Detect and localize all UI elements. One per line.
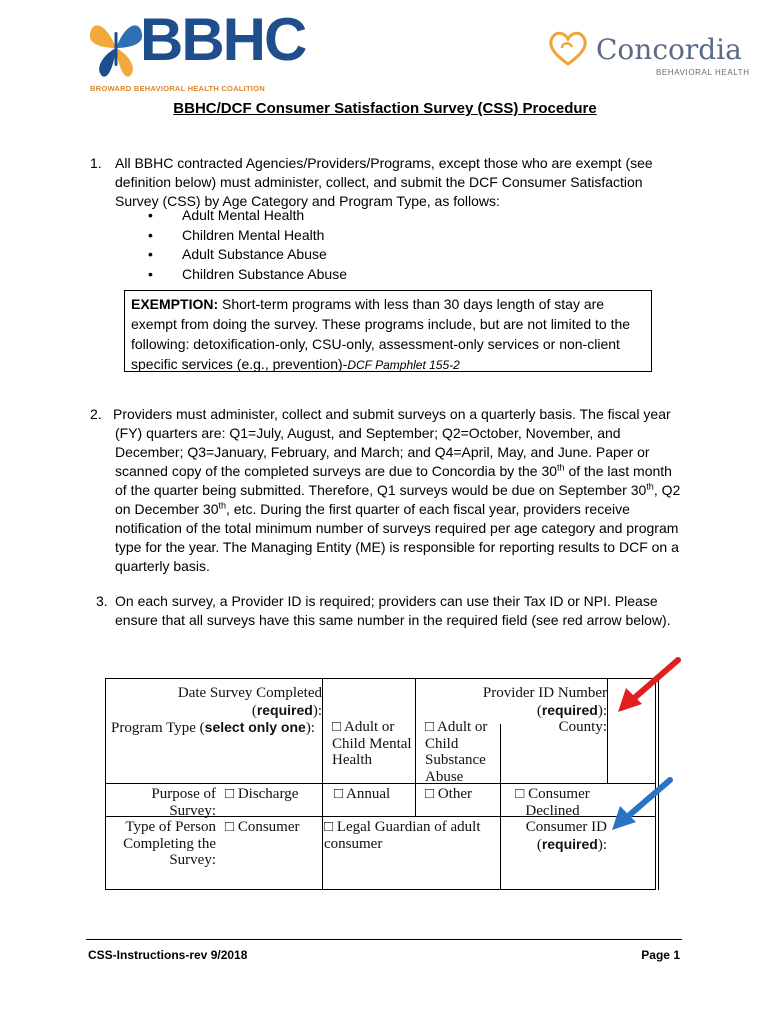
exemption-citation: DCF Pamphlet 155-2 [347,358,460,372]
label-text: ): [312,702,322,719]
county-label: County: [558,719,607,735]
exemption-text: Short-term programs with less than 30 days length of stay are [218,296,605,312]
bullet-icon: • [148,226,153,243]
date-completed-label [105,685,322,719]
list-item [148,265,347,285]
list-item-label: Children Mental Health [182,226,325,243]
table-border [415,724,416,816]
option-label: Adult or Child Mental Health [332,719,412,768]
program-type-label [111,719,326,737]
item-2-line: notification of the total minimum number of surveys required per age category and program [115,520,679,536]
text-run: scanned copy of the completed surveys are due to Concordia by the 30 [115,463,558,479]
checkbox-icon: □ [334,786,344,802]
option-annual [334,786,414,803]
item-2-number: 2. [90,406,102,422]
checkbox-icon: □ [425,786,435,802]
option-consumer-declined [505,786,600,819]
table-border [500,724,501,890]
footer-page-number: Page 1 [641,948,680,962]
list-item [148,226,347,246]
bullet-icon: • [148,246,153,262]
item-3-number: 3. [96,593,108,609]
item-1-number: 1. [90,155,102,171]
red-arrow-icon [612,652,686,716]
list-item [148,245,347,265]
option-legal-guardian [324,819,499,852]
item-2-line: quarterly basis. [115,558,210,574]
consumer-id-label [501,819,607,853]
item-3-line: ensure that all surveys have this same number in the required field (see red arrow below). [115,612,671,628]
select-one-marker: select only one [204,719,306,735]
checkbox-icon: □ [515,786,525,802]
label-text: ): [305,720,315,736]
footer-revision: CSS-Instructions-rev 9/2018 [88,948,248,962]
item-1-line: All BBHC contracted Agencies/Providers/Programs, except those who are exempt (see [115,155,653,171]
label-text: ( [251,702,257,719]
option-label: Annual [343,786,391,802]
checkbox-icon: □ [225,786,235,802]
text-run: of the last month [564,463,672,479]
concordia-logo [546,24,750,80]
provider-id-label [415,685,607,719]
item-1-line: definition below) must administer, collect, and submit the DCF Consumer Satisfaction [115,174,643,190]
exemption-text: following: detoxification-only, CSU-only, assessment-only services or non-client [131,336,620,352]
item-2-line: type for the year. The Managing Entity (ME) is responsible for reporting results to DCF on a [115,539,679,555]
checkbox-icon: □ [324,819,334,835]
text-run: , Q2 [653,482,681,498]
item-2-line: Providers must administer, collect and submit surveys on a quarterly basis. The fiscal year [113,406,671,422]
list-item-label: Children Substance Abuse [182,265,347,282]
superscript: th [218,500,227,511]
label-text: Program Type ( [111,720,205,736]
item-3 [96,592,686,632]
bullet-icon: • [148,207,153,223]
exemption-box [124,290,652,372]
item-2-line [115,500,630,519]
item-2-line: (FY) quarters are: Q1=July, August, and September; Q2=October, November, and [115,425,621,441]
option-label: Discharge [234,786,299,802]
required-marker: required [256,701,313,718]
table-border [105,783,656,784]
label-text: Provider ID Number [482,685,607,701]
option-label: Consumer [234,819,300,835]
bbhc-tagline: BROWARD BEHAVIORAL HEALTH COALITION [90,84,265,93]
label-text: ): [597,836,607,853]
concordia-tagline: BEHAVIORAL HEALTH [656,68,750,77]
option-discharge [225,786,320,803]
concordia-heart-icon [546,28,592,68]
label-text: ): [597,702,607,719]
survey-form-example [105,678,669,890]
exemption-label: EXEMPTION: [131,296,219,312]
label-text: Consumer ID [525,819,607,835]
option-adult-child-mental-health [332,719,414,769]
exemption-text: exempt from doing the survey. These programs include, but are not limited to the [131,316,631,332]
checkbox-icon: □ [225,819,235,835]
label-text: Date Survey Completed [177,685,322,701]
type-of-person-label: Type of Person Completing the Survey: [123,819,216,868]
label-text: ( [536,836,542,853]
table-border [607,678,608,784]
item-2 [90,405,690,580]
list-item-label: Adult Mental Health [182,207,305,223]
item-3-line: On each survey, a Provider ID is required; providers can use their Tax ID or NPI. Please [115,593,658,609]
item-2-line: December; Q3=January, February, and March; and Q4=April, May, and June. Paper or [115,444,650,460]
text-run: of the quarter being submitted. Therefore, Q1 surveys would be due on September 30 [115,482,647,498]
program-type-list [148,206,347,284]
exemption-text: specific services (e.g., prevention)- [131,356,348,372]
label-text: ( [536,702,542,719]
option-label: Consumer Declined [524,786,590,819]
checkbox-icon: □ [332,719,342,735]
table-border [322,678,323,890]
footer-divider [86,939,682,940]
option-adult-child-substance-abuse [425,719,499,785]
superscript: th [557,462,565,473]
text-run: on December 30 [115,501,219,517]
required-marker: required [541,835,598,852]
table-border [105,678,656,679]
purpose-label: Purpose of Survey: [151,786,216,819]
item-2-line [115,481,680,500]
option-label: Other [434,786,472,802]
option-label: Legal Guardian of adult consumer [324,819,481,852]
option-other [425,786,499,803]
document-title: BBHC/DCF Consumer Satisfaction Survey (CSS) Procedure [173,100,597,117]
item-2-line [115,462,672,481]
list-item [148,206,347,226]
table-border [105,889,656,890]
text-run: , etc. During the first quarter of each fiscal year, providers receive [226,501,630,517]
superscript: th [646,481,654,492]
bbhc-logo [88,6,306,96]
concordia-wordmark: Concordia [596,33,742,66]
item-1-line: Survey (CSS) by Age Category and Program Type, as follows: [115,193,500,209]
list-item-label: Adult Substance Abuse [182,246,327,262]
bbhc-wordmark: BBHC [140,6,306,73]
option-consumer [225,819,320,836]
option-label: Adult or Child Substance Abuse [425,719,488,785]
bbhc-butterfly-icon [88,14,144,82]
checkbox-icon: □ [425,719,435,735]
bullet-icon: • [148,265,153,282]
item-1 [90,154,690,214]
blue-arrow-icon [608,772,678,836]
required-marker: required [541,701,598,718]
